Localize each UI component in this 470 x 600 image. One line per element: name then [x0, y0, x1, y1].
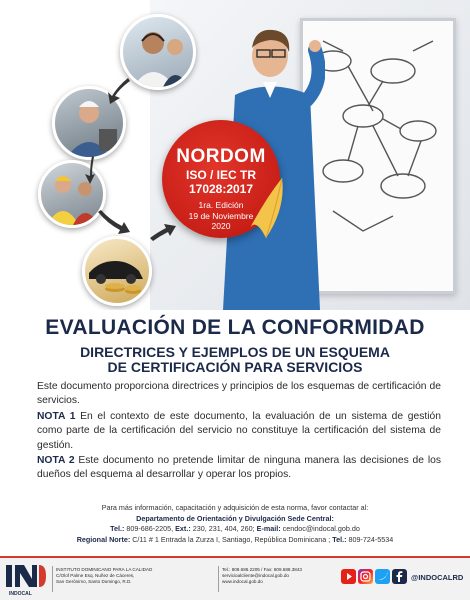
youtube-icon[interactable] [341, 569, 356, 584]
contact-regional-line [0, 535, 470, 546]
document-description [37, 380, 441, 484]
document-subtitle-line2: DE CERTIFICACIÓN PARA SERVICIOS [107, 359, 363, 375]
institute-contact [222, 567, 302, 585]
contact-phone-line [0, 524, 470, 535]
indocal-logo [6, 561, 46, 595]
twitter-icon[interactable] [375, 569, 390, 584]
note-1-label: NOTA 1 [37, 410, 76, 422]
seal-year: 2020 [211, 221, 231, 231]
regional-tel-label: Tel.: [332, 534, 347, 544]
footer-divider [52, 566, 53, 592]
note-2-text: Este documento no pretende limitar de ninguna manera las decisiones de los dueños del esquema al desarrollar y operar los propios. [37, 455, 441, 481]
ext-value: 230, 231, 404, 260; [190, 524, 257, 534]
nordom-seal [162, 120, 280, 238]
contact-intro: Para más información, capacitación y adquisición de esta norma, favor contactar al: [101, 503, 369, 512]
email-value[interactable]: cendoc@indocal.gob.do [280, 524, 360, 534]
social-handle[interactable]: @INDOCALRD [411, 573, 464, 582]
tel-value: 809-686-2205, [124, 524, 176, 534]
seal-title: NORDOM [176, 146, 266, 167]
arrow-icon [85, 156, 95, 184]
note-2-label: NOTA 2 [37, 455, 75, 467]
document-title: EVALUACIÓN DE LA CONFORMIDAD [45, 316, 425, 339]
footer-email[interactable]: servicioalcliente@indocal.gob.do [222, 573, 289, 578]
arrow-icon [98, 210, 130, 234]
tel-label: Tel.: [110, 524, 125, 534]
email-label: E-mail: [256, 524, 281, 534]
institute-address-1: C/Olof Palme Esq. Nuñez de Cáceres, [56, 573, 135, 578]
document-subtitle-line1: DIRECTRICES Y EJEMPLOS DE UN ESQUEMA [80, 344, 390, 360]
arrow-icon [108, 78, 130, 104]
contact-department: Departamento de Orientación y Divulgación Sede Central: [136, 513, 334, 523]
intro-paragraph: Este documento proporciona directrices y principios de los esquemas de certificación de servicios. [37, 381, 441, 407]
note-2 [37, 454, 441, 483]
facebook-icon[interactable] [392, 569, 407, 584]
note-1-text: En el contexto de este documento, la evaluación de un sistema de gestión como parte de la certificación del servicio no constituye la certificación del sistema de gestión. [37, 410, 441, 451]
institute-info [56, 567, 152, 585]
regional-address: C/11 # 1 Entrada la Zurza I, Santiago, República Dominicana ; [130, 534, 333, 544]
seal-code: 17028:2017 [188, 182, 254, 196]
logo-wordmark: INDOCAL [9, 591, 32, 597]
regional-label: Regional Norte: [76, 534, 131, 544]
contact-block [0, 503, 470, 545]
seal-date: 19 de Noviembre [188, 211, 254, 221]
note-1 [37, 410, 441, 453]
seal-edition: 1ra. Edición [198, 200, 244, 210]
ext-label: Ext.: [175, 524, 191, 534]
footer-divider [218, 566, 219, 592]
seal-subtitle: ISO / IEC TR [185, 168, 256, 182]
footer-website[interactable]: www.indocal.gob.do [222, 579, 263, 584]
page-curl-icon [246, 178, 286, 240]
instagram-icon[interactable] [358, 569, 373, 584]
regional-tel-value: 809-724-5534 [346, 534, 394, 544]
footer-tel: Tel.: 809.686.2205 / Fax: 809.688.3843 [222, 567, 302, 572]
institute-name: INSTITUTO DOMINICANO PARA LA CALIDAD [56, 567, 153, 572]
institute-address-2: San Gerónimo, Santo Domingo, R.D. [56, 579, 132, 584]
